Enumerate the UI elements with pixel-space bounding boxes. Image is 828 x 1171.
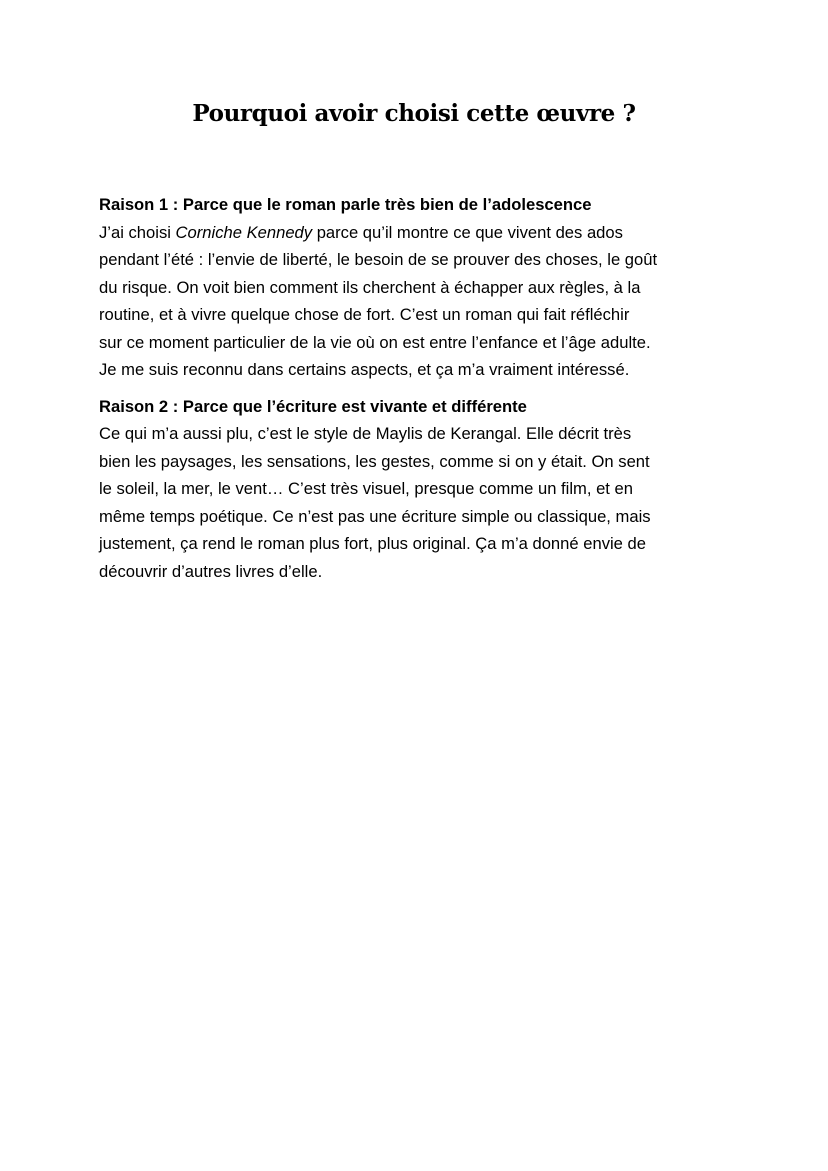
paragraph-line: pendant l’été : l’envie de liberté, le besoin de se prouver des choses, le goût bbox=[99, 250, 658, 269]
book-title: Corniche Kennedy bbox=[175, 222, 313, 242]
section-heading: Raison 1 : Parce que le roman parle très bien de l’adolescence bbox=[99, 195, 592, 214]
text-run: J’ai choisi bbox=[99, 222, 176, 242]
paragraph-line: même temps poétique. Ce n’est pas une écriture simple ou classique, mais bbox=[99, 506, 651, 526]
paragraph-line: routine, et à vivre quelque chose de fort. C’est un roman qui fait réfléchir bbox=[99, 305, 630, 324]
section-reason-1 bbox=[99, 191, 735, 384]
paragraph-line: Je me suis reconnu dans certains aspects, et ça m’a vraiment intéressé. bbox=[99, 360, 630, 379]
section-heading: Raison 2 : Parce que l’écriture est vivante et différente bbox=[99, 396, 527, 416]
paragraph-line: découvrir d’autres livres d’elle. bbox=[99, 561, 323, 581]
paragraph-line: du risque. On voit bien comment ils cherchent à échapper aux règles, à la bbox=[99, 277, 641, 297]
text-run: parce qu’il montre ce que vivent des ados bbox=[312, 222, 623, 242]
paragraph-line: sur ce moment particulier de la vie où on est entre l’enfance et l’âge adulte. bbox=[99, 332, 651, 352]
paragraph-line: justement, ça rend le roman plus fort, plus original. Ça m’a donné envie de bbox=[99, 534, 646, 553]
paragraph-line bbox=[99, 219, 735, 247]
page-title: Pourquoi avoir choisi cette œuvre ? bbox=[192, 100, 636, 127]
paragraph-line: bien les paysages, les sensations, les gestes, comme si on y était. On sent bbox=[99, 451, 650, 471]
section-reason-2 bbox=[99, 393, 735, 586]
paragraph-line: le soleil, la mer, le vent… C’est très visuel, presque comme un film, et en bbox=[99, 479, 633, 498]
document-body bbox=[99, 191, 735, 594]
paragraph-line: Ce qui m’a aussi plu, c’est le style de Maylis de Kerangal. Elle décrit très bbox=[99, 424, 632, 443]
